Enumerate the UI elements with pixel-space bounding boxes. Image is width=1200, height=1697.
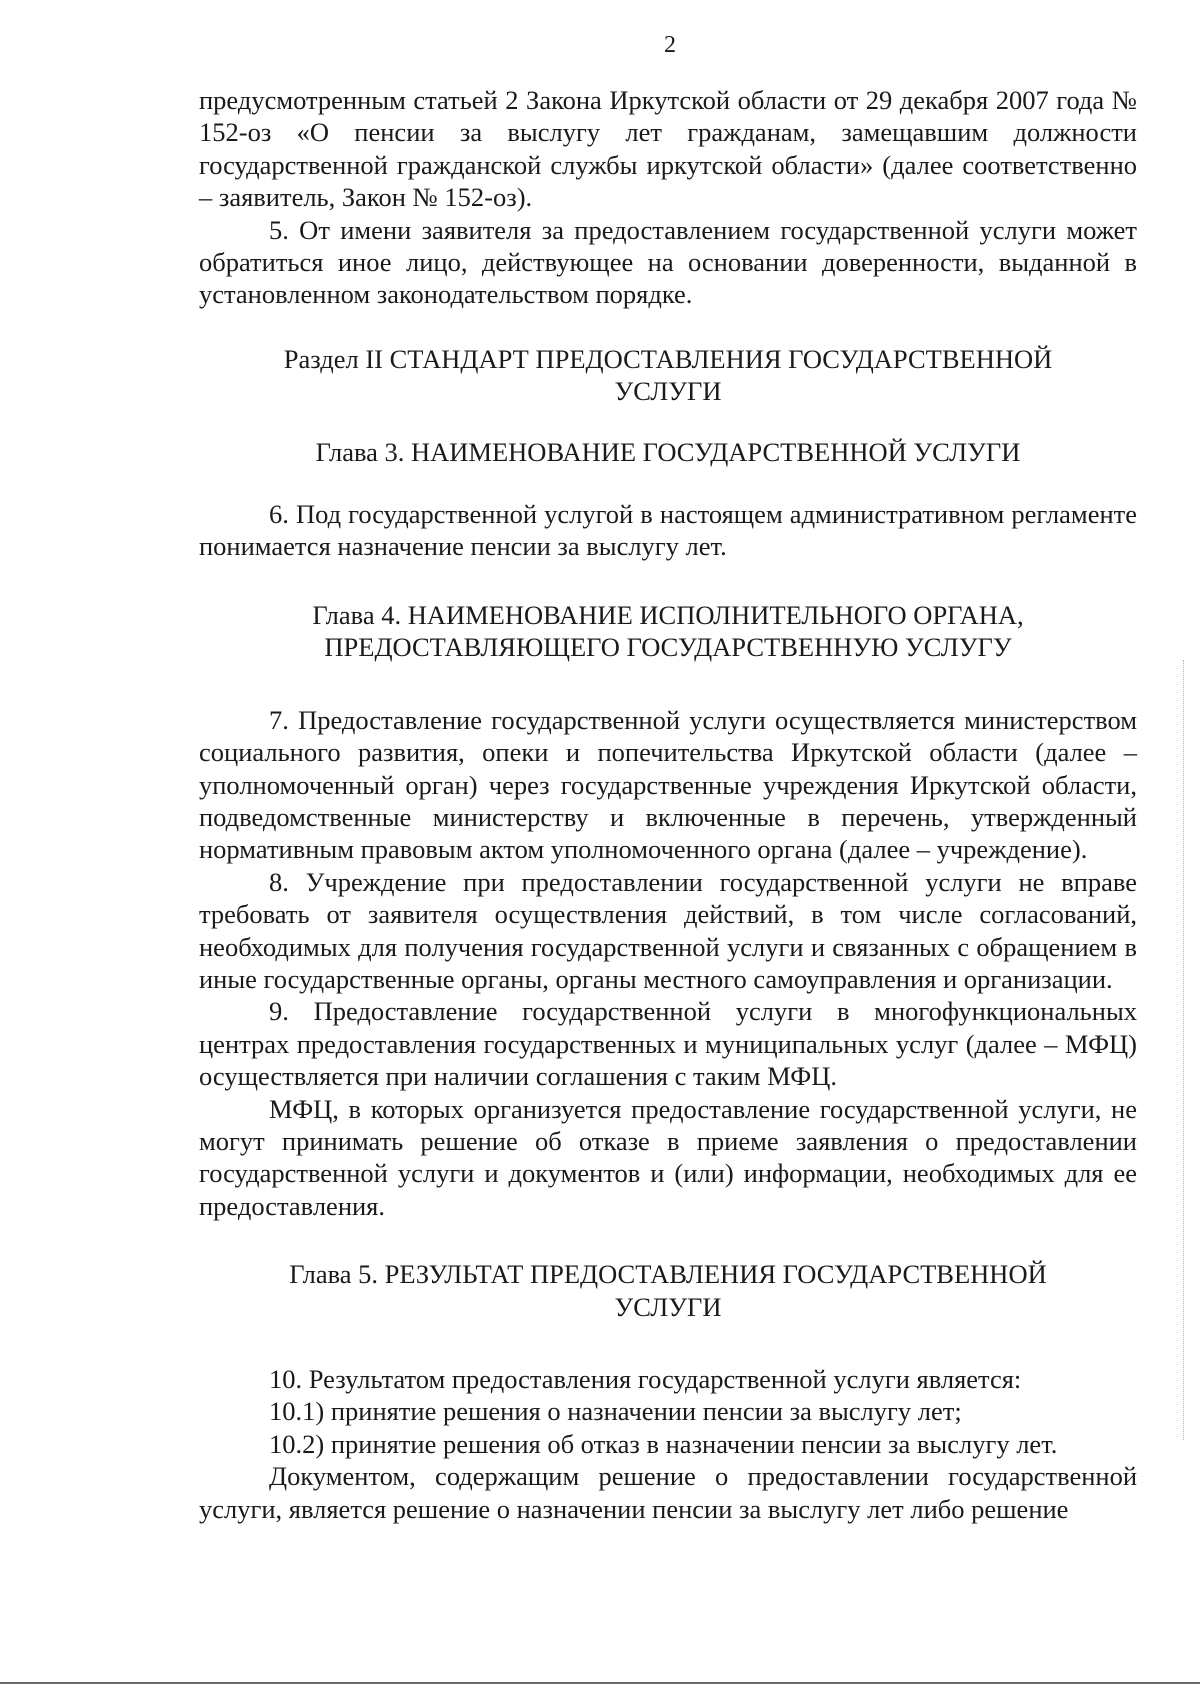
- section-2-heading-line-2: УСЛУГИ: [614, 376, 722, 407]
- scan-edge-marks: [1182, 660, 1184, 1440]
- document-body: [199, 84, 1137, 1525]
- paragraph-8: 8. Учреждение при предоставлении государственной услуги не вправе требовать от заявителя осуществления действий, в том числе согласований, необходимых для получения государственной услуги и связанных с обращением в иные государственные органы, органы местного самоуправления и организации.: [199, 866, 1137, 994]
- paragraph-10: 10. Результатом предоставления государственной услуги является:: [269, 1364, 1022, 1394]
- paragraph-9-mfc: МФЦ, в которых организуется предоставление государственной услуги, не могут принимать решение об отказе в приеме заявления о предоставлении государственной услуги и документов и (или) информации, необходимых для ее предоставления.: [199, 1093, 1137, 1221]
- paragraph-10-2: 10.2) принятие решения об отказ в назначении пенсии за выслугу лет.: [269, 1428, 1058, 1459]
- chapter-5-heading-line-2: УСЛУГИ: [614, 1291, 722, 1322]
- paragraph-10-document: Документом, содержащим решение о предоставлении государственной услуги, является решение о назначении пенсии за выслугу лет либо решение: [199, 1461, 1137, 1524]
- paragraph-10-1: 10.1) принятие решения о назначении пенсии за выслугу лет;: [269, 1396, 962, 1427]
- paragraph-9: 9. Предоставление государственной услуги в многофункциональных центрах предоставления государственных и муниципальных услуг (далее – МФЦ) осуществляется при наличии соглашения с таким МФЦ.: [199, 996, 1137, 1092]
- paragraph-intro: предусмотренным статьей 2 Закона Иркутской области от 29 декабря 2007 года № 152-оз «О пенсии за выслугу лет гражданам, замещавшим должности государственной гражданской службы иркутской области» (далее соответственно – заявитель, Закон № 152-оз).: [199, 85, 1137, 213]
- chapter-4-heading: [199, 599, 1137, 664]
- paragraph-6: 6. Под государственной услугой в настоящем административном регламенте понимается назначение пенсии за выслугу лет.: [199, 499, 1137, 562]
- paragraph-5: 5. От имени заявителя за предоставлением государственной услуги может обратиться иное лицо, действующее на основании доверенности, выданной в установленном законодательством порядке.: [199, 214, 1137, 310]
- paragraph-7: 7. Предоставление государственной услуги осуществляется министерством социального развития, опеки и попечительства Иркутской области (далее – уполномоченный орган) через государственные учреждения Иркутской области, подведомственные министерству и включенные в перечень, утвержденный нормативным правовым актом уполномоченного органа (далее – учреждение).: [199, 704, 1137, 865]
- chapter-5-heading-line-1: Глава 5. РЕЗУЛЬТАТ ПРЕДОСТАВЛЕНИЯ ГОСУДАРСТВЕННОЙ: [289, 1259, 1047, 1290]
- page-number: 2: [664, 32, 676, 58]
- chapter-4-heading-line-1: Глава 4. НАИМЕНОВАНИЕ ИСПОЛНИТЕЛЬНОГО ОРГАНА,: [312, 599, 1024, 630]
- section-2-heading: [199, 343, 1137, 408]
- chapter-4-heading-line-2: ПРЕДОСТАВЛЯЮЩЕГО ГОСУДАРСТВЕННУЮ УСЛУГУ: [324, 632, 1012, 663]
- chapter-3-heading: Глава 3. НАИМЕНОВАНИЕ ГОСУДАРСТВЕННОЙ УСЛУГИ: [315, 436, 1021, 467]
- page-bottom-edge: [0, 1682, 1200, 1684]
- chapter-5-heading: [199, 1258, 1137, 1323]
- section-2-heading-line-1: Раздел II СТАНДАРТ ПРЕДОСТАВЛЕНИЯ ГОСУДАРСТВЕННОЙ: [283, 343, 1053, 374]
